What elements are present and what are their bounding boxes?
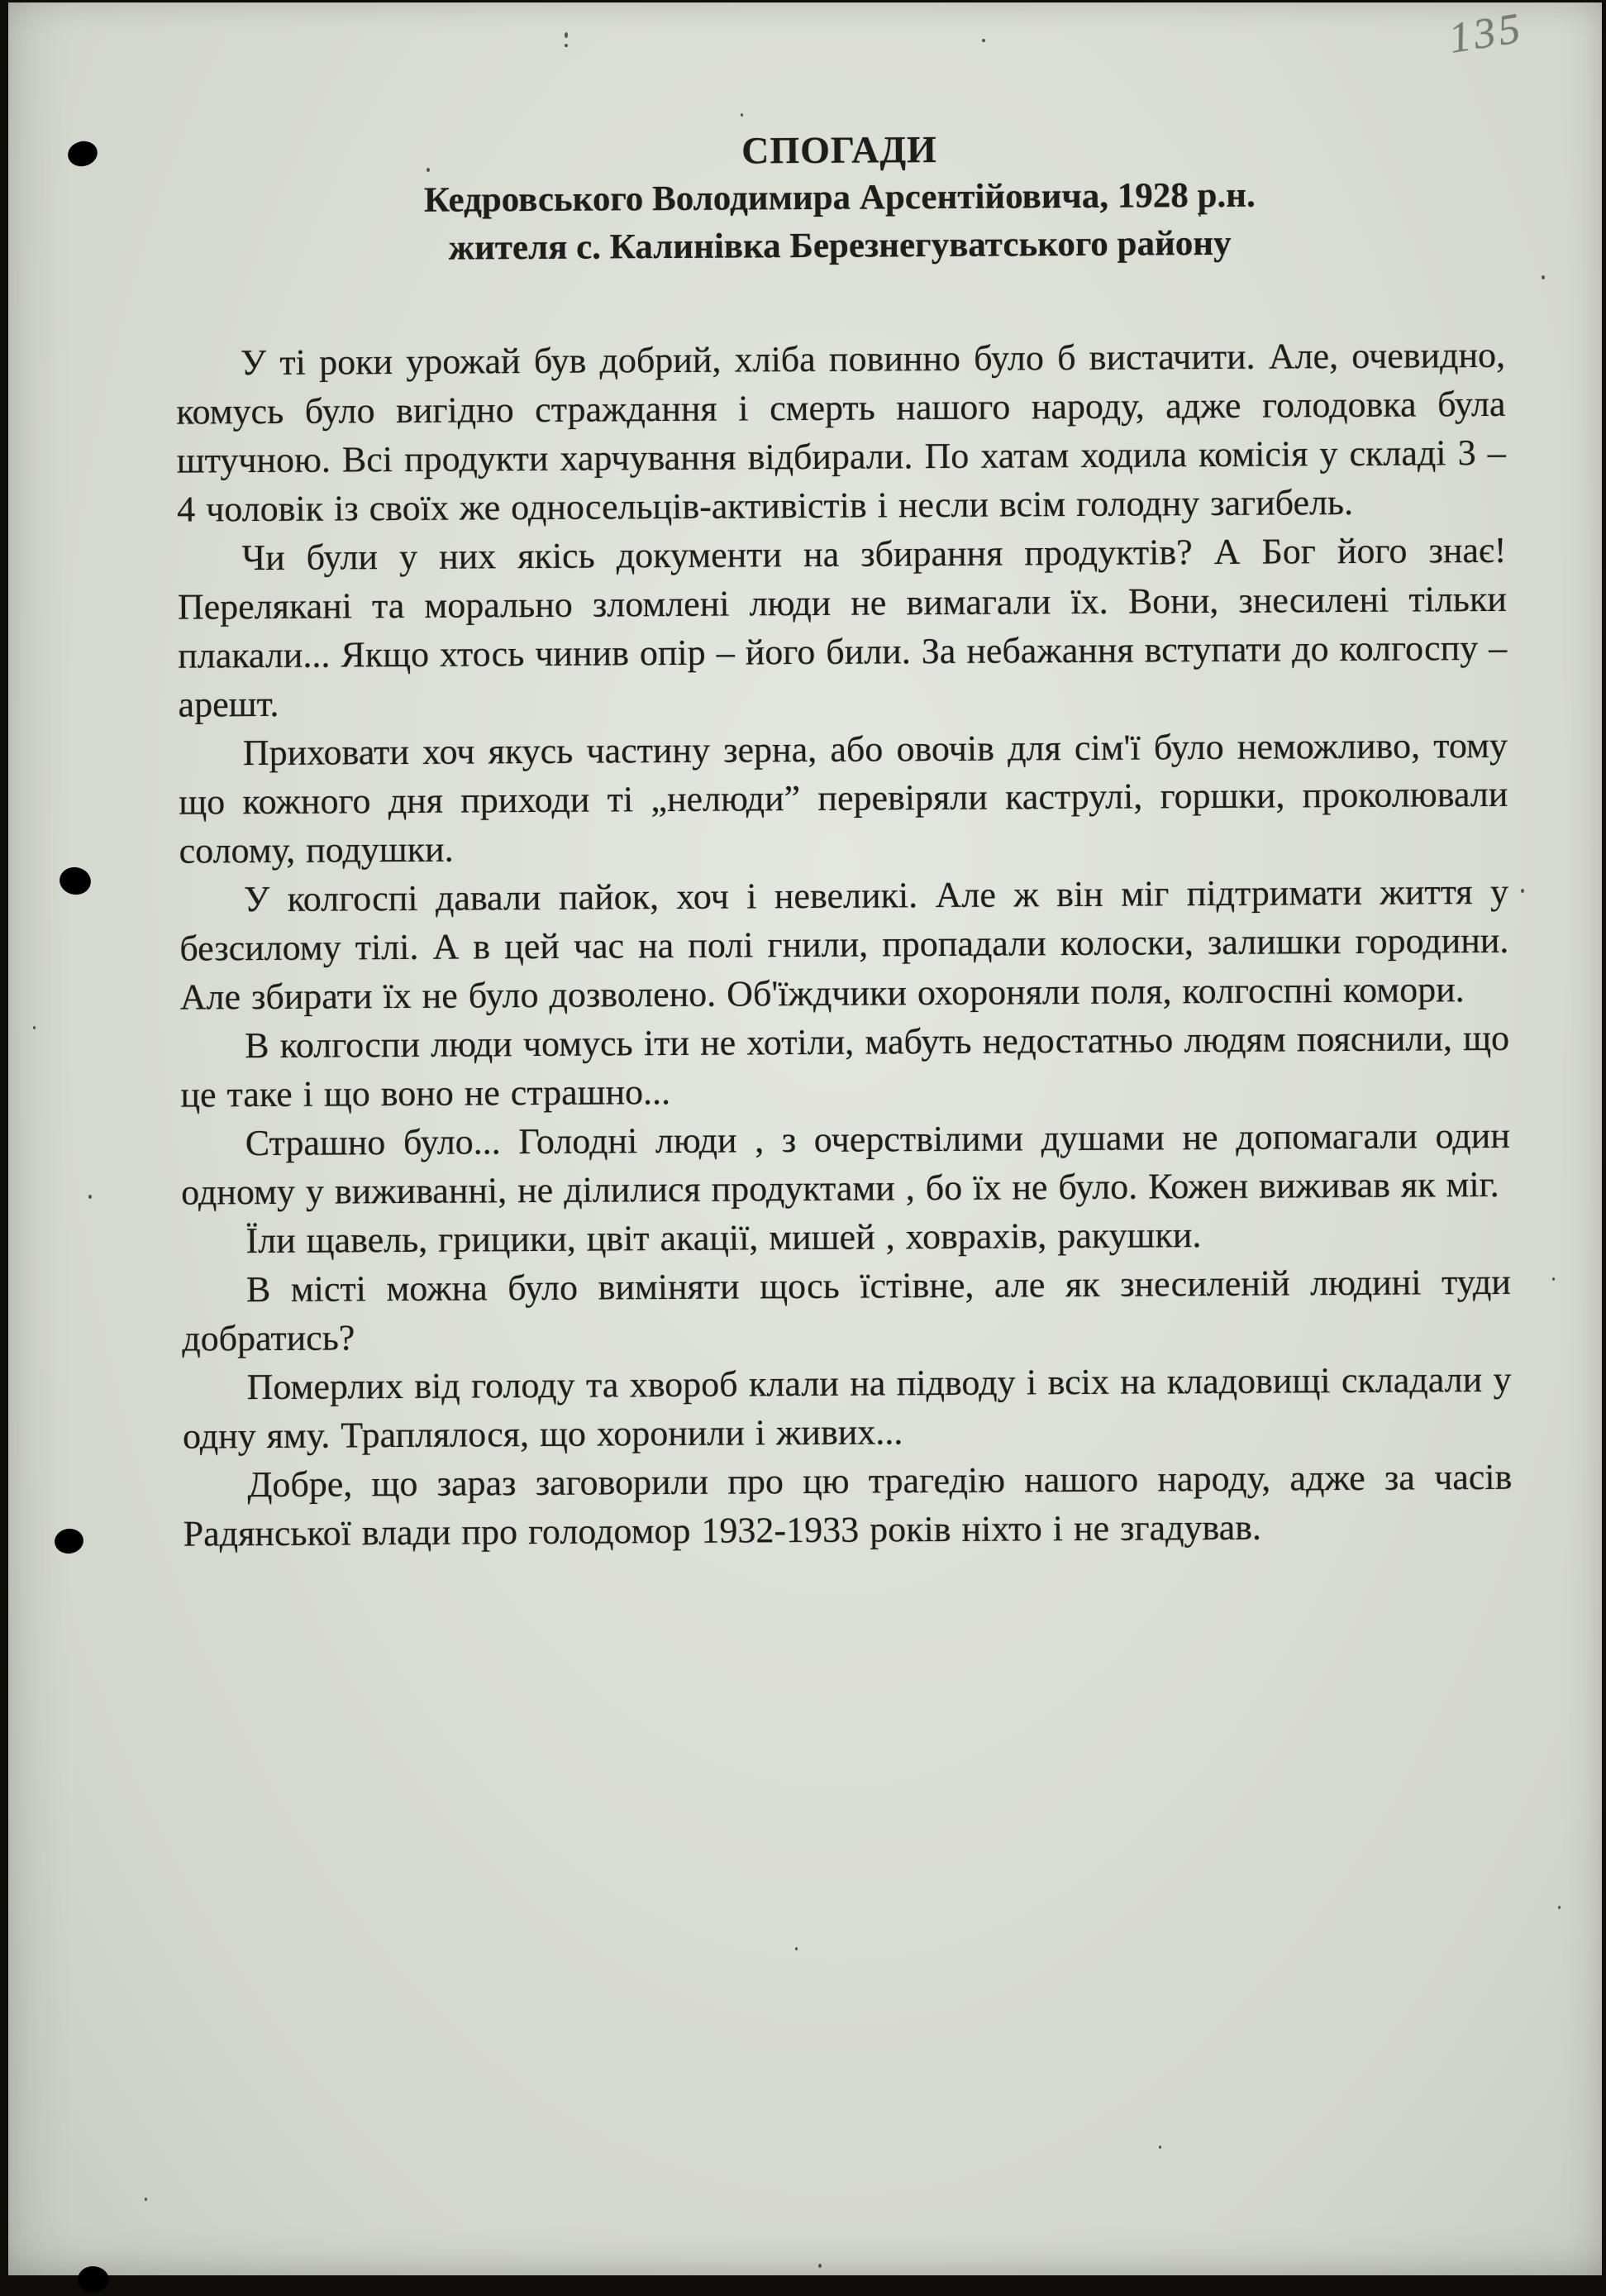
document-content bbox=[4, 0, 1606, 1559]
paragraph: В місті можна було виміняти щось їстівне, але як знесиленій людині туди добратись? bbox=[182, 1261, 1512, 1359]
paragraph: У ті роки урожай був добрий, хліба повинно було б вистачити. Але, очевидно, комусь було вигідно страждання і смерть нашого народу, адже голодовка була штучною. Всі продукти харчування відбирали. По хатам ходила комісія у складі 3 – 4 чоловік із своїх же односельців-активістів і несли всім голодну загибель. bbox=[176, 334, 1506, 530]
paragraph: Добре, що зараз заговорили про цю трагедію нашого народу, адже за часів Радянської влади про голодомор 1932-1933 років ніхто і не згадував. bbox=[183, 1456, 1513, 1554]
document-subtitle-line2: жителя с. Калинівка Березнегуватського району bbox=[448, 223, 1232, 268]
scan-speck bbox=[795, 1947, 798, 1950]
document-body bbox=[176, 331, 1513, 1559]
document-title: СПОГАДИ bbox=[741, 128, 938, 172]
paragraph: Страшно було... Голодні люди , з очерствілими душами не допомагали один одному у виживанні, не ділилися продуктами , бо їх не було. Кожен виживав як міг. bbox=[181, 1115, 1510, 1213]
paragraph: Чи були у них якісь документи на збирання продуктів? А Бог його знає! Перелякані та морально зломлені люди не вимагали їх. Вони, знесилені тільки плакали... Якщо хтось чинив опір – його били. За небажання вступати до колгоспу – арешт. bbox=[177, 529, 1508, 725]
document-subtitle-line1: Кедровського Володимира Арсентійовича, 1928 р.н. bbox=[423, 175, 1256, 220]
handwritten-page-number: 135 bbox=[1446, 4, 1527, 63]
paragraph: Померлих від голоду та хвороб клали на підводу і всіх на кладовищі складали у одну яму. Траплялося, що хоронили і живих... bbox=[182, 1358, 1512, 1457]
paragraph: Їли щавель, грицики, цвіт акації, мишей , ховрахів, ракушки. bbox=[245, 1215, 1202, 1262]
paragraph: В колгоспи люди чомусь іти не хотіли, мабуть недостатньо людям пояснили, що це таке і що воно не страшно... bbox=[180, 1017, 1510, 1115]
scan-speck bbox=[818, 2264, 822, 2268]
scan-speck bbox=[1558, 1906, 1561, 1909]
document-page bbox=[8, 2, 1602, 2275]
scan-speck bbox=[145, 2198, 147, 2201]
paragraph: У колгоспі давали пайок, хоч і невеликі. Але ж він міг підтримати життя у безсилому тілі. А в цей час на полі гнили, пропадали колоски, залишки городини. Але збирати їх не було дозволено. Об'їждчики охороняли поля, колгоспні комори. bbox=[179, 871, 1509, 1018]
paragraph: Приховати хоч якусь частину зерна, або овочів для сім'ї було неможливо, тому що кожного дня приходи ті „нелюди” перевіряли каструлі, горшки, проколювали солому, подушки. bbox=[179, 724, 1508, 871]
hole-punch bbox=[76, 2265, 110, 2295]
scan-speck bbox=[1159, 2146, 1161, 2149]
